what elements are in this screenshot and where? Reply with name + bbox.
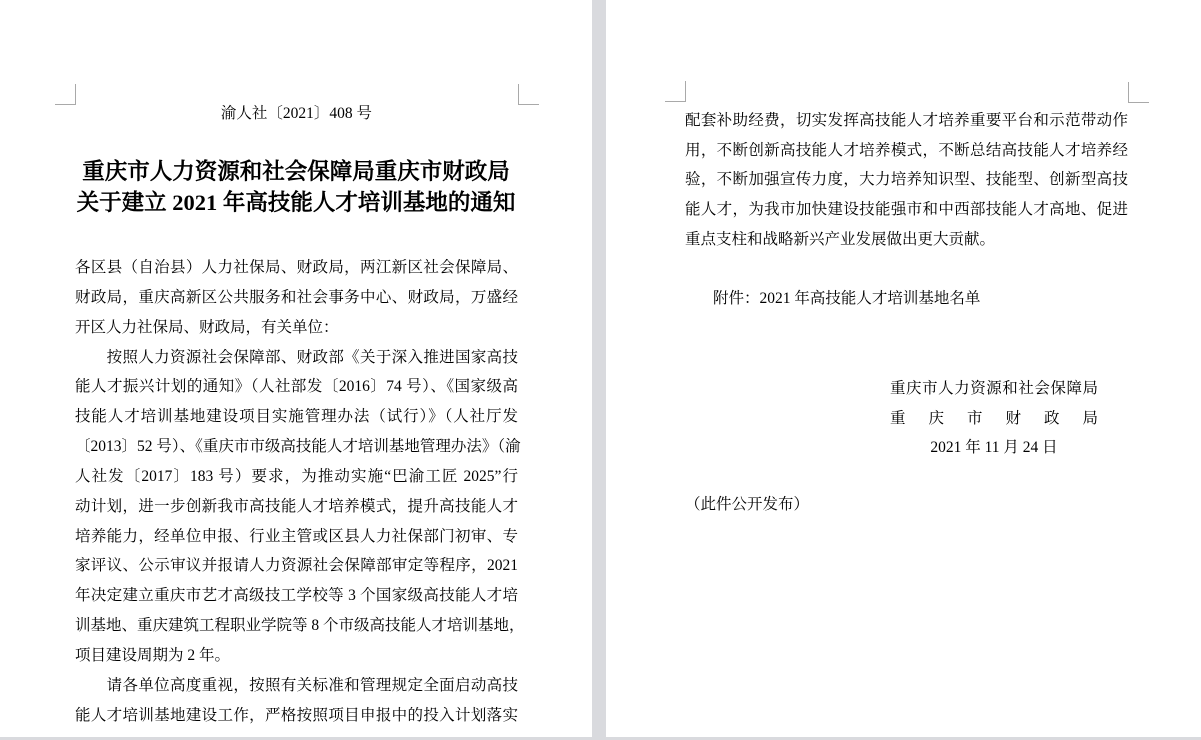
body-line: 用，不断创新高技能人才培养模式，不断总结高技能人才培养经 xyxy=(685,142,1128,159)
body-line: 请各单位高度重视，按照有关标准和管理规定全面启动高技 xyxy=(75,677,518,694)
page-right[interactable] xyxy=(606,0,1201,737)
body-line: 各区县（自治县）人力社保局、财政局，两江新区社会保障局、 xyxy=(75,259,518,276)
body-line: 〔2013〕52 号）、《重庆市市级高技能人才培训基地管理办法》（渝 xyxy=(75,438,521,455)
body-line: 重点支柱和战略新兴产业发展做出更大贡献。 xyxy=(685,231,996,248)
doc-title-line2: 关于建立 2021 年高技能人才培训基地的通知 xyxy=(76,190,516,215)
body-line: 财政局，重庆高新区公共服务和社会事务中心、财政局，万盛经 xyxy=(75,289,518,306)
body-line: 能人才，为我市加快建设技能强市和中西部技能人才高地、促进 xyxy=(685,201,1128,218)
doc-title-line1: 重庆市人力资源和社会保障局重庆市财政局 xyxy=(82,159,510,184)
body-line: 验，不断加强宣传力度，大力培养知识型、技能型、创新型高技 xyxy=(685,171,1128,188)
page-gap xyxy=(592,0,606,740)
body-line: 能人才振兴计划的通知》（人社部发〔2016〕74 号）、《国家级高 xyxy=(75,378,518,395)
signature-date: 2021 年 11 月 24 日 xyxy=(930,439,1058,456)
body-line: 按照人力资源社会保障部、财政部《关于深入推进国家高技 xyxy=(75,349,518,366)
body-line: 开区人力社保局、财政局，有关单位： xyxy=(75,319,339,336)
body-line: 项目建设周期为 2 年。 xyxy=(75,647,231,664)
body-line: 配套补助经费，切实发挥高技能人才培养重要平台和示范带动作 xyxy=(685,112,1128,129)
body-line: 能人才培训基地建设工作，严格按照项目申报中的投入计划落实 xyxy=(75,707,518,724)
signature-org-1: 重庆市人力资源和社会保障局 xyxy=(890,380,1098,397)
body-line: 培养能力，经单位申报、行业主管或区县人力社保部门初审、专 xyxy=(75,528,518,545)
signature-org-2: 重 庆 市 财 政 局 xyxy=(890,410,1098,427)
margin-corner-mark-top-right xyxy=(518,84,539,105)
margin-corner-mark-top-right xyxy=(1128,82,1149,103)
body-line: 家评议、公示审议并报请人力资源社会保障部审定等程序，2021 xyxy=(75,557,518,574)
attachment-line: 附件：2021 年高技能人才培训基地名单 xyxy=(713,290,981,307)
margin-corner-mark-top-left xyxy=(665,81,686,102)
body-line: 训基地、重庆建筑工程职业学院等 8 个市级高技能人才培训基地， xyxy=(75,617,525,634)
body-line: 年决定建立重庆市艺才高级技工学校等 3 个国家级高技能人才培 xyxy=(75,587,518,604)
body-line: 人社发〔2017〕183 号）要求，为推动实施“巴渝工匠 2025”行 xyxy=(75,468,518,485)
body-line: 技能人才培训基地建设项目实施管理办法（试行）》（人社厅发 xyxy=(75,408,518,425)
page-left[interactable] xyxy=(0,0,592,737)
public-release-note: （此件公开发布） xyxy=(685,496,810,513)
doc-number: 渝人社〔2021〕408 号 xyxy=(220,105,373,122)
body-line: 动计划，进一步创新我市高技能人才培养模式，提升高技能人才 xyxy=(75,498,518,515)
margin-corner-mark-top-left xyxy=(55,84,76,105)
